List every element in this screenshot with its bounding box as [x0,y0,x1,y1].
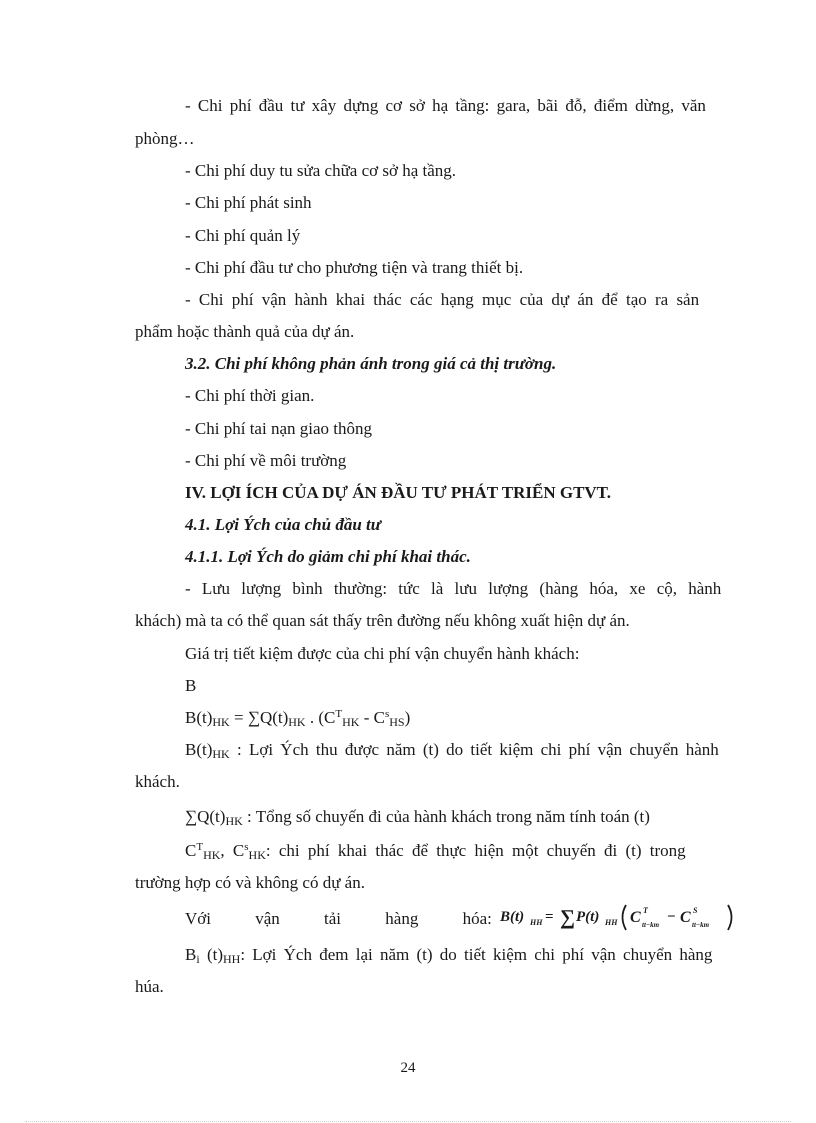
line-text: ∑Q(t) [185,807,226,826]
text-line: - Chi phí phát sinh [185,193,312,212]
formula-term: = [545,909,554,925]
line-text: B [185,945,197,964]
text-line: - Chi phí quản lý [185,226,301,245]
text-line [185,289,699,311]
formula-term: B(t) [185,708,213,727]
formula-subscript: HH [605,918,618,927]
formula-term: P(t) [576,909,600,925]
formula-subscript: tt−km [642,921,660,929]
subscript: HK [225,814,243,828]
superscript: s [244,841,249,853]
subscript: HK [248,848,266,862]
formula-superscript: S [693,906,698,915]
text-line: húa. [135,977,164,996]
formula-subscript: tt−km [692,921,710,929]
text-line: khách. [135,772,180,791]
formula-subscript: HS [389,715,405,729]
line-text: : chi phí khai thác để thực hiện một chuyến đi (t) trong [265,841,686,860]
subscript: i [196,952,200,966]
line-text: - Chi phí đầu tư xây dựng cơ sở hạ tầng: gara, bãi đỗ, điểm dừng, văn [185,96,706,115]
text-line: Giá trị tiết kiệm được của chi phí vận chuyển hành khách: [185,644,580,663]
line-text: : Lợi Ých đem lại năm (t) do tiết kiệm chi phí vận chuyển hàng [240,945,713,964]
formula-subscript: HK [212,715,230,729]
subscript: HK [212,747,230,761]
section-heading-3-2: 3.2. Chi phí không phản ánh trong giá cả thị trường. [185,354,557,373]
subscript: HK [203,848,221,862]
formula-superscript: s [384,708,390,720]
line-text: : Lợi Ých thu được năm (t) do tiết kiệm chi phí vận chuyển hành [229,740,719,759]
chapter-heading-iv: IV. LỢI ÍCH CỦA DỰ ÁN ĐẦU TƯ PHÁT TRIỂN GTVT. [185,483,612,502]
section-heading-4-1: 4.1. Lợi Ých của chủ đầu tư [185,515,381,534]
formula-term: . (C [305,708,336,727]
text-line [185,806,650,828]
formula-term: − [667,909,676,925]
close-paren [728,905,732,930]
page-bottom-divider [25,1121,791,1122]
line-text: , C [220,841,245,860]
passenger-savings-formula [185,707,410,729]
text-line: - Chi phí thời gian. [185,386,315,405]
text-line: - Chi phí tai nạn giao thông [185,419,372,438]
open-paren [623,905,627,930]
formula-term: ) [404,708,411,727]
text-line [185,578,721,600]
text-line [185,944,712,966]
line-text: B(t) [185,740,213,759]
text-line: trường hợp có và không có dự án. [135,873,365,892]
text-line: - Chi phí về môi trường [185,451,347,470]
line-text: (t) [199,945,223,964]
formula-term: C [630,909,641,926]
formula-subscript: HK [288,715,306,729]
text-line [185,840,686,862]
text-line: - Chi phí đầu tư cho phương tiện và trang thiết bị. [185,258,524,277]
text-line: B [185,676,197,695]
formula-subscript: HH [530,918,543,927]
formula-superscript: T [335,708,343,720]
subscript: HH [222,952,241,966]
text-line: - Chi phí duy tu sửa chữa cơ sở hạ tầng. [185,161,457,180]
superscript: T [196,841,204,853]
text-line [185,739,719,761]
line-text: C [185,841,197,860]
text-line: phòng… [135,129,195,148]
section-heading-4-1-1: 4.1.1. Lợi Ých do giảm chi phí khai thác. [185,547,471,566]
text-line [185,95,706,117]
page-number: 24 [400,1060,416,1076]
formula-term: B(t) [500,909,525,925]
line-text: - Lưu lượng bình thường: tức là lưu lượng (hàng hóa, xe cộ, hành [185,579,722,598]
text-line: khách) mà ta có thể quan sát thấy trên đường nếu không xuất hiện dự án. [135,611,630,630]
sum-sign: ∑ [560,905,575,929]
line-text: : Tổng số chuyến đi của hành khách trong năm tính toán (t) [242,807,650,826]
formula-term: C [680,909,691,926]
text-line: phẩm hoặc thành quả của dự án. [135,322,355,341]
formula-term: = ∑Q(t) [229,708,289,727]
formula-superscript: T [643,906,648,915]
text-line: Với vận tải hàng hóa: [185,909,492,928]
freight-savings-formula [500,900,740,934]
line-text: - Chi phí vận hành khai thác các hạng mục của dự án để tạo ra sản [185,290,700,309]
formula-term: - C [359,708,385,727]
formula-subscript: HK [342,715,360,729]
